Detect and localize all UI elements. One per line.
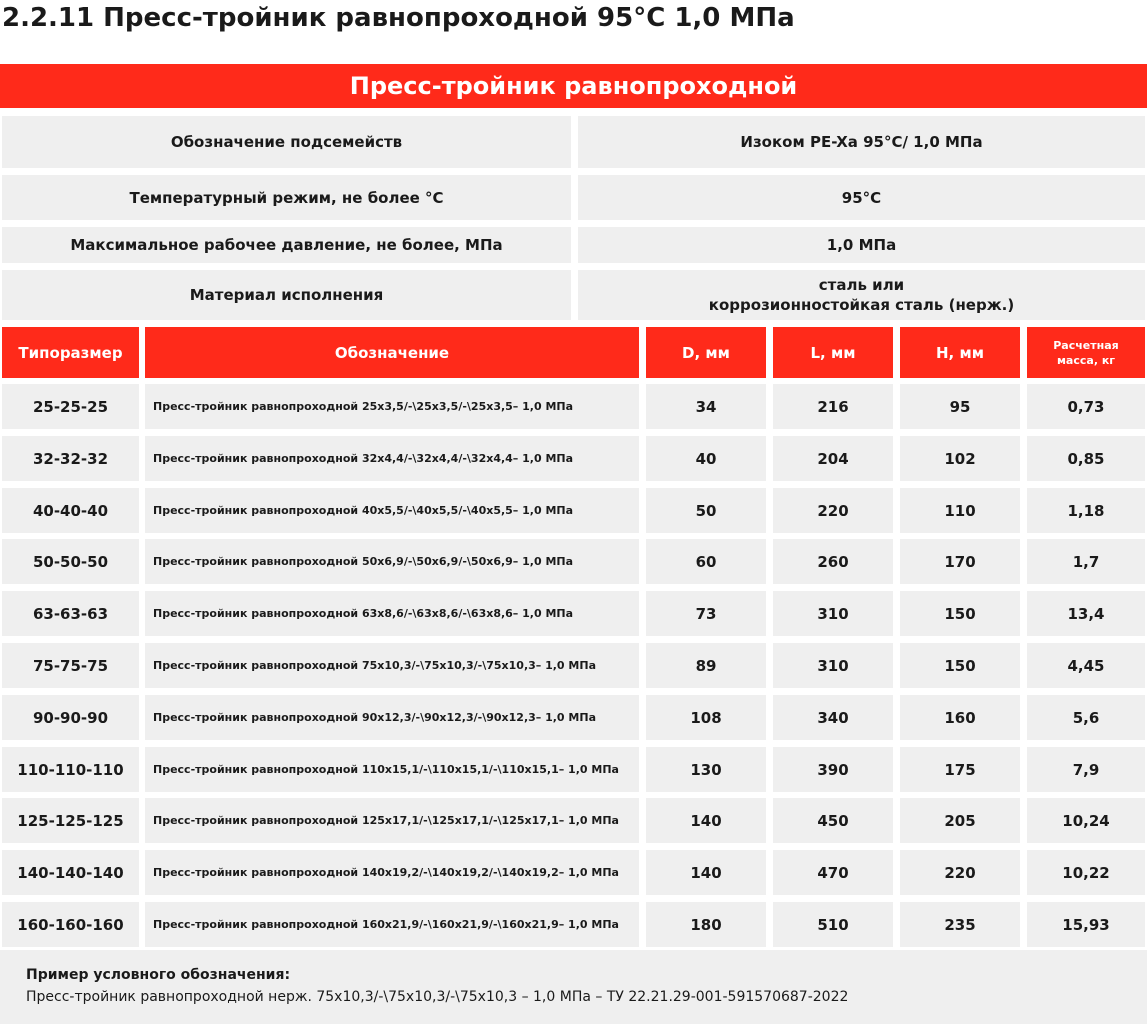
table-cell-mass: 10,22: [1027, 850, 1145, 895]
table-cell-mass: 0,73: [1027, 384, 1145, 429]
table-cell-l: 450: [773, 798, 893, 843]
table-cell-d: 60: [646, 539, 766, 584]
table-cell-designation: Пресс-тройник равнопроходной 50х6,9/-\50х6,9/-\50х6,9– 1,0 МПа: [145, 539, 639, 584]
table-cell-size: 32-32-32: [2, 436, 139, 481]
table-cell-size: 75-75-75: [2, 643, 139, 688]
table-cell-designation: Пресс-тройник равнопроходной 63х8,6/-\63х8,6/-\63х8,6– 1,0 МПа: [145, 591, 639, 636]
table-cell-l: 510: [773, 902, 893, 947]
column-header-designation: Обозначение: [145, 327, 639, 378]
table-cell-h: 150: [900, 591, 1020, 636]
table-cell-size: 140-140-140: [2, 850, 139, 895]
table-cell-d: 89: [646, 643, 766, 688]
table-cell-mass: 1,18: [1027, 488, 1145, 533]
table-cell-l: 390: [773, 747, 893, 792]
table-cell-mass: 13,4: [1027, 591, 1145, 636]
column-header-line: масса, кг: [1056, 353, 1116, 367]
table-cell-mass: 10,24: [1027, 798, 1145, 843]
table-cell-size: 125-125-125: [2, 798, 139, 843]
table-cell-designation: Пресс-тройник равнопроходной 32х4,4/-\32х4,4/-\32х4,4– 1,0 МПа: [145, 436, 639, 481]
table-cell-l: 310: [773, 591, 893, 636]
table-cell-l: 204: [773, 436, 893, 481]
table-cell-d: 180: [646, 902, 766, 947]
example-designation: [0, 950, 1147, 1024]
table-cell-d: 50: [646, 488, 766, 533]
table-cell-l: 470: [773, 850, 893, 895]
property-value: Изоком PE-Xa 95°С/ 1,0 МПа: [578, 116, 1145, 168]
table-cell-h: 95: [900, 384, 1020, 429]
table-cell-designation: Пресс-тройник равнопроходной 75х10,3/-\75х10,3/-\75х10,3– 1,0 МПа: [145, 643, 639, 688]
property-value-line: сталь или: [818, 276, 905, 294]
table-cell-h: 102: [900, 436, 1020, 481]
table-cell-h: 160: [900, 695, 1020, 740]
column-header-h: H, мм: [900, 327, 1020, 378]
property-value: 95°С: [578, 175, 1145, 220]
page-title: 2.2.11 Пресс-тройник равнопроходной 95°С 1,0 МПа: [2, 3, 795, 33]
example-text: Пресс-тройник равнопроходной нерж. 75х10,3/-\75х10,3/-\75х10,3 – 1,0 МПа – ТУ 22.21.29-001-591570687-2022: [26, 989, 849, 1005]
table-cell-h: 150: [900, 643, 1020, 688]
table-cell-l: 260: [773, 539, 893, 584]
table-cell-mass: 15,93: [1027, 902, 1145, 947]
table-cell-d: 140: [646, 850, 766, 895]
table-cell-h: 205: [900, 798, 1020, 843]
table-banner: Пресс-тройник равнопроходной: [0, 64, 1147, 108]
column-header-d: D, мм: [646, 327, 766, 378]
table-cell-designation: Пресс-тройник равнопроходной 90х12,3/-\90х12,3/-\90х12,3– 1,0 МПа: [145, 695, 639, 740]
table-cell-size: 50-50-50: [2, 539, 139, 584]
table-cell-h: 220: [900, 850, 1020, 895]
table-cell-mass: 0,85: [1027, 436, 1145, 481]
table-cell-designation: Пресс-тройник равнопроходной 110х15,1/-\110х15,1/-\110х15,1– 1,0 МПа: [145, 747, 639, 792]
table-cell-d: 40: [646, 436, 766, 481]
property-label: Обозначение подсемейств: [2, 116, 571, 168]
table-cell-size: 110-110-110: [2, 747, 139, 792]
table-cell-d: 140: [646, 798, 766, 843]
table-cell-l: 310: [773, 643, 893, 688]
table-cell-l: 220: [773, 488, 893, 533]
property-value: [578, 270, 1145, 320]
table-cell-mass: 4,45: [1027, 643, 1145, 688]
column-header-line: Расчетная: [1053, 338, 1119, 352]
table-cell-l: 340: [773, 695, 893, 740]
table-cell-size: 40-40-40: [2, 488, 139, 533]
table-cell-size: 160-160-160: [2, 902, 139, 947]
table-cell-designation: Пресс-тройник равнопроходной 140х19,2/-\140х19,2/-\140х19,2– 1,0 МПа: [145, 850, 639, 895]
example-heading: Пример условного обозначения:: [26, 967, 291, 983]
property-label: Максимальное рабочее давление, не более, МПа: [2, 227, 571, 263]
property-label: Температурный режим, не более °С: [2, 175, 571, 220]
table-cell-designation: Пресс-тройник равнопроходной 25х3,5/-\25х3,5/-\25х3,5– 1,0 МПа: [145, 384, 639, 429]
table-cell-mass: 5,6: [1027, 695, 1145, 740]
column-header-l: L, мм: [773, 327, 893, 378]
table-cell-mass: 7,9: [1027, 747, 1145, 792]
table-cell-mass: 1,7: [1027, 539, 1145, 584]
property-value-line: коррозионностойкая сталь (нерж.): [708, 296, 1015, 314]
table-cell-h: 235: [900, 902, 1020, 947]
column-header-mass: [1027, 327, 1145, 378]
table-cell-d: 34: [646, 384, 766, 429]
table-cell-size: 25-25-25: [2, 384, 139, 429]
table-cell-designation: Пресс-тройник равнопроходной 40х5,5/-\40х5,5/-\40х5,5– 1,0 МПа: [145, 488, 639, 533]
table-cell-designation: Пресс-тройник равнопроходной 160х21,9/-\160х21,9/-\160х21,9– 1,0 МПа: [145, 902, 639, 947]
table-cell-l: 216: [773, 384, 893, 429]
table-cell-h: 175: [900, 747, 1020, 792]
table-cell-d: 108: [646, 695, 766, 740]
table-cell-size: 90-90-90: [2, 695, 139, 740]
column-header-size: Типоразмер: [2, 327, 139, 378]
table-cell-d: 130: [646, 747, 766, 792]
table-cell-d: 73: [646, 591, 766, 636]
table-cell-h: 110: [900, 488, 1020, 533]
table-cell-size: 63-63-63: [2, 591, 139, 636]
table-cell-designation: Пресс-тройник равнопроходной 125х17,1/-\125х17,1/-\125х17,1– 1,0 МПа: [145, 798, 639, 843]
property-value: 1,0 МПа: [578, 227, 1145, 263]
property-label: Материал исполнения: [2, 270, 571, 320]
table-cell-h: 170: [900, 539, 1020, 584]
